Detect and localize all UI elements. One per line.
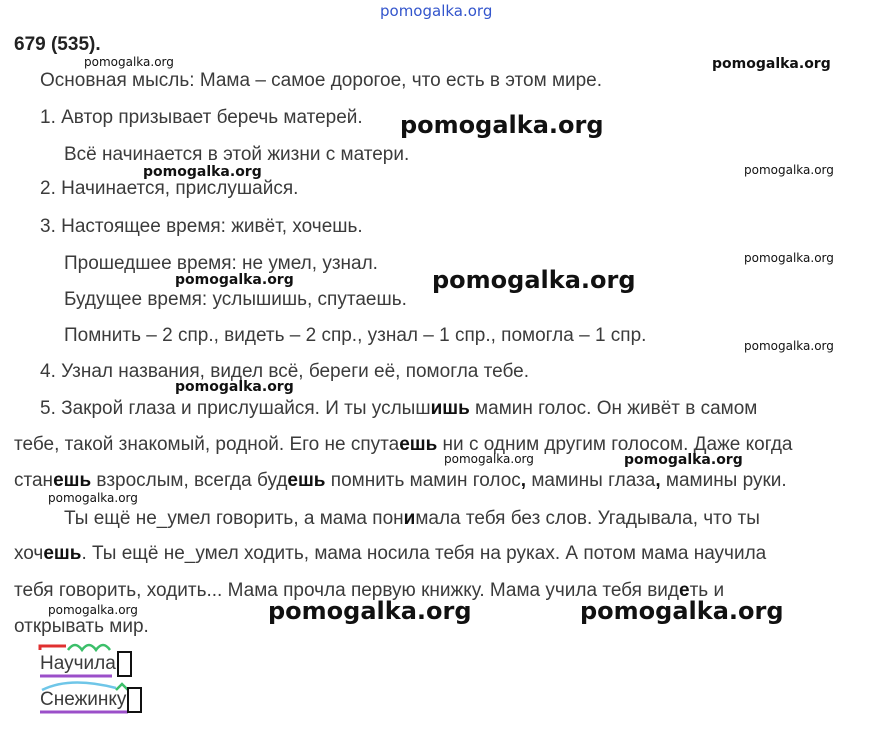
watermark: pomogalka.org bbox=[744, 163, 834, 177]
word-ending: у bbox=[116, 689, 127, 711]
ending-bold: ешь bbox=[287, 470, 326, 491]
item-3-conjugation: Помнить – 2 спр., видеть – 2 спр., узнал – 1 спр., помогла – 1 спр. bbox=[64, 325, 647, 346]
para-2-line-1 bbox=[64, 508, 760, 530]
text-run: мамины руки. bbox=[660, 470, 787, 491]
item-3-future: Будущее время: услышишь, спутаешь. bbox=[64, 289, 407, 310]
word-stem: Снежинк bbox=[40, 689, 117, 711]
watermark: pomogalka.org bbox=[48, 491, 138, 505]
item-3-past: Прошедшее время: не умел, узнал. bbox=[64, 253, 378, 274]
item-1-sub: Всё начинается в этой жизни с матери. bbox=[64, 144, 410, 165]
watermark: pomogalka.org bbox=[744, 339, 834, 353]
item-5-line-3 bbox=[14, 470, 787, 492]
root-arc bbox=[68, 645, 110, 650]
item-1: 1. Автор призывает беречь матерей. bbox=[40, 107, 363, 128]
text-run: взрослым, всегда буд bbox=[91, 470, 288, 491]
text-run: мала тебя без слов. Угадывала, что ты bbox=[415, 508, 760, 529]
comma-bold: , bbox=[655, 470, 661, 491]
watermark: pomogalka.org bbox=[624, 452, 743, 468]
text-run: мамины глаза bbox=[526, 470, 656, 491]
watermark: pomogalka.org bbox=[48, 603, 138, 617]
para-2-line-4: открывать мир. bbox=[14, 616, 149, 637]
item-2: 2. Начинается, прислушайся. bbox=[40, 178, 299, 199]
watermark: pomogalka.org bbox=[84, 55, 174, 69]
text-run: стан bbox=[14, 470, 54, 491]
text-run: хоч bbox=[14, 543, 44, 564]
ending-bold: ишь bbox=[430, 398, 470, 419]
text-run: 5. Закрой глаза и прислушайся. И ты услыш bbox=[40, 398, 431, 419]
ending-bold: ешь bbox=[53, 470, 92, 491]
text-run: мамин голос. Он живёт в самом bbox=[469, 398, 758, 419]
vowel-bold: и bbox=[403, 508, 416, 529]
prefix-mark bbox=[40, 646, 66, 650]
main-idea: Основная мысль: Мама – самое дорогое, что есть в этом мире. bbox=[40, 70, 603, 91]
comma-bold: , bbox=[520, 470, 527, 491]
watermark: pomogalka.org bbox=[712, 56, 831, 72]
item-5-line-1 bbox=[40, 398, 757, 420]
watermark: pomogalka.org bbox=[432, 266, 636, 294]
text-run: тебе, такой знакомый, родной. Его не спута bbox=[14, 434, 400, 455]
watermark: pomogalka.org bbox=[175, 272, 294, 288]
word-ending: а bbox=[105, 653, 116, 675]
ending-box bbox=[127, 687, 142, 713]
watermark: pomogalka.org bbox=[580, 597, 784, 625]
watermark-top: pomogalka.org bbox=[380, 2, 493, 20]
exercise-number: 679 (535). bbox=[14, 34, 101, 55]
text-run: тебя говорить, ходить... Мама прочла первую книжку. Мама учила тебя вид bbox=[14, 580, 680, 601]
watermark: pomogalka.org bbox=[143, 164, 262, 180]
ending-bold: ешь bbox=[399, 434, 438, 455]
text-run: ни с одним другим голосом. Даже когда bbox=[437, 434, 793, 455]
watermark: pomogalka.org bbox=[175, 379, 294, 395]
vowel-bold: е bbox=[679, 580, 690, 601]
item-4: 4. Узнал названия, видел всё, береги её, помогла тебе. bbox=[40, 361, 529, 382]
parse-word-1 bbox=[40, 651, 132, 677]
ending-box bbox=[117, 651, 132, 677]
ending-bold: ешь bbox=[43, 543, 82, 564]
text-run: Ты ещё не_умел говорить, а мама пон bbox=[64, 508, 404, 529]
watermark: pomogalka.org bbox=[444, 452, 534, 466]
para-2-line-2 bbox=[14, 543, 766, 565]
text-run: помнить мамин голос bbox=[325, 470, 521, 491]
item-3: 3. Настоящее время: живёт, хочешь. bbox=[40, 216, 363, 237]
word-stem: Научил bbox=[40, 653, 106, 675]
watermark: pomogalka.org bbox=[400, 111, 604, 139]
text-run: ть и bbox=[689, 580, 725, 601]
parse-word-2 bbox=[40, 687, 142, 713]
watermark: pomogalka.org bbox=[268, 597, 472, 625]
text-run: . Ты ещё не_умел ходить, мама носила тебя на руках. А потом мама научила bbox=[81, 543, 767, 564]
watermark: pomogalka.org bbox=[744, 251, 834, 265]
